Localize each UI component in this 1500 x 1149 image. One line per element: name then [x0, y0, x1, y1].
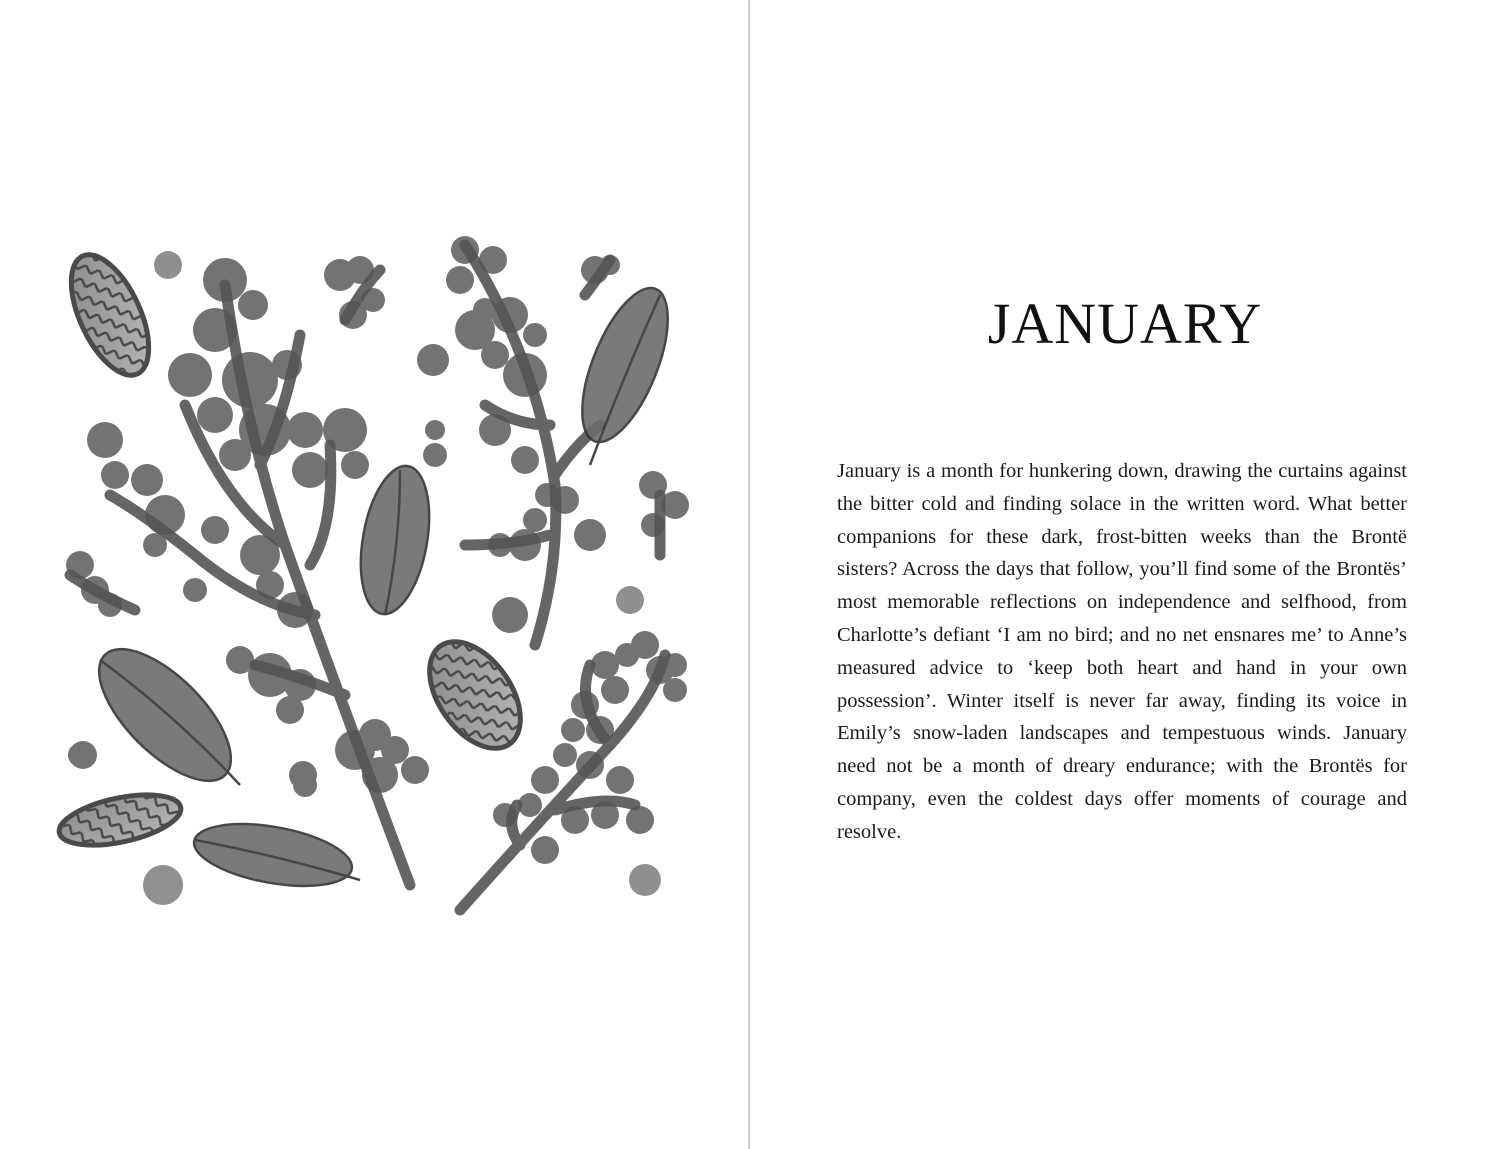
- chapter-intro-text: January is a month for hunkering down, drawing the curtains against the bitter cold and finding solace in the written word. What better companions for these dark, frost-bitten weeks than the Brontë sisters? Across the days that follow, you’ll find some of the Brontës’ most memorable reflections on independence and selfhood, from Charlotte’s defiant ‘I am no bird; and no net ensnares me’ to Anne’s measured advice to ‘keep both heart and hand in your own possession’. Winter itself is never far away, finding its voice in Emily’s snow-laden landscapes and tempestuous winds. January need not be a month of dreary endurance; with the Brontës for company, even the coldest days offer moments of courage and resolve.: [837, 460, 1407, 843]
- botanical-illustration: [55, 225, 705, 925]
- left-page: [0, 0, 748, 1149]
- chapter-title: JANUARY: [987, 291, 1263, 356]
- right-page: [750, 0, 1500, 1149]
